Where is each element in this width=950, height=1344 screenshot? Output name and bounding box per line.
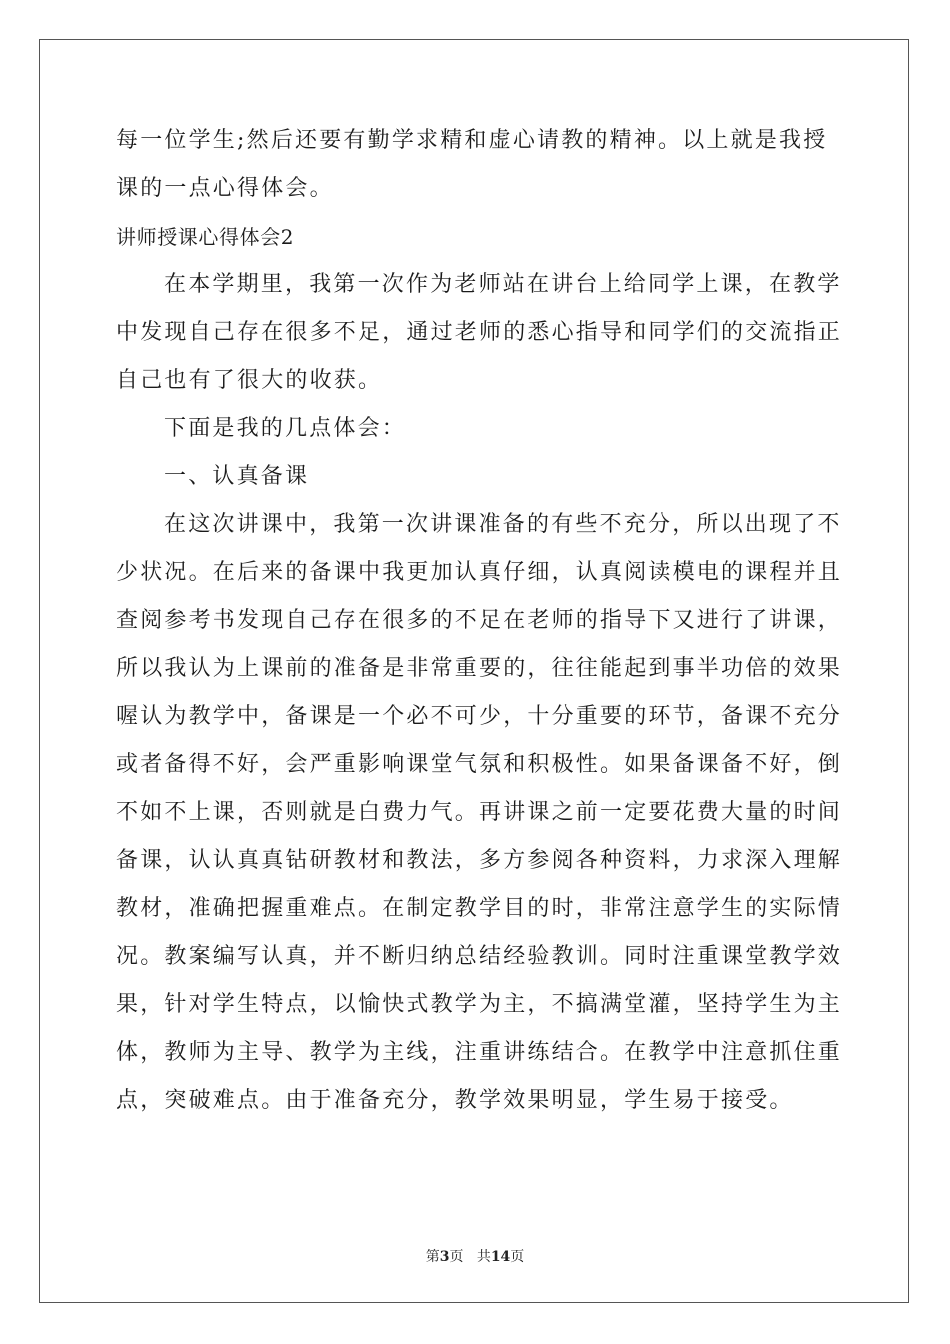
current-page-number: 3 <box>439 1249 450 1265</box>
text-line: 在这次讲课中，我第一次讲课准备的有些不充分，所以出现了不 <box>164 512 842 537</box>
text-line: 点，突破难点。由于准备充分，教学效果明显，学生易于接受。 <box>116 1088 794 1113</box>
page-prefix: 第 <box>425 1249 440 1265</box>
text-line: 况。教案编写认真，并不断归纳总结经验教训。同时注重课堂教学效 <box>116 944 843 969</box>
text-line: 中发现自己存在很多不足，通过老师的悉心指导和同学们的交流指正 <box>116 320 843 345</box>
text-line: 喔认为教学中，备课是一个必不可少，十分重要的环节，备课不充分 <box>116 704 843 729</box>
text-line: 体，教师为主导、教学为主线，注重讲练结合。在教学中注意抓住重 <box>116 1040 843 1065</box>
text-line: 果，针对学生特点，以愉快式教学为主，不搞满堂灌，坚持学生为主 <box>116 992 843 1017</box>
total-page-count: 14 <box>490 1249 511 1265</box>
page-footer <box>0 1248 950 1266</box>
total-suffix: 页 <box>510 1249 525 1265</box>
text-line: 下面是我的几点体会： <box>164 416 407 441</box>
total-prefix: 共 <box>476 1249 491 1265</box>
text-line: 自己也有了很大的收获。 <box>116 368 383 393</box>
text-line: 课的一点心得体会。 <box>116 176 334 201</box>
document-body <box>116 128 843 1136</box>
text-line: 查阅参考书发现自己存在很多的不足在老师的指导下又进行了讲课， <box>116 608 843 633</box>
text-line: 不如不上课，否则就是白费力气。再讲课之前一定要花费大量的时间 <box>116 800 843 825</box>
text-line: 或者备得不好，会严重影响课堂气氛和积极性。如果备课备不好，倒 <box>116 752 843 777</box>
section-heading: 讲师授课心得体会2 <box>116 225 295 249</box>
text-line: 在本学期里，我第一次作为老师站在讲台上给同学上课，在教学 <box>164 272 842 297</box>
text-line: 备课，认认真真钻研教材和教法，多方参阅各种资料，力求深入理解 <box>116 848 843 873</box>
subsection-heading: 一、认真备课 <box>164 464 310 489</box>
text-line: 每一位学生;然后还要有勤学求精和虚心请教的精神。以上就是我授 <box>116 128 828 153</box>
text-line: 所以我认为上课前的准备是非常重要的，往往能起到事半功倍的效果 <box>116 656 843 681</box>
text-line: 教材，准确把握重难点。在制定教学目的时，非常注意学生的实际情 <box>116 896 843 921</box>
page-suffix: 页 <box>449 1249 464 1265</box>
text-line: 少状况。在后来的备课中我更加认真仔细，认真阅读模电的课程并且 <box>116 560 843 585</box>
